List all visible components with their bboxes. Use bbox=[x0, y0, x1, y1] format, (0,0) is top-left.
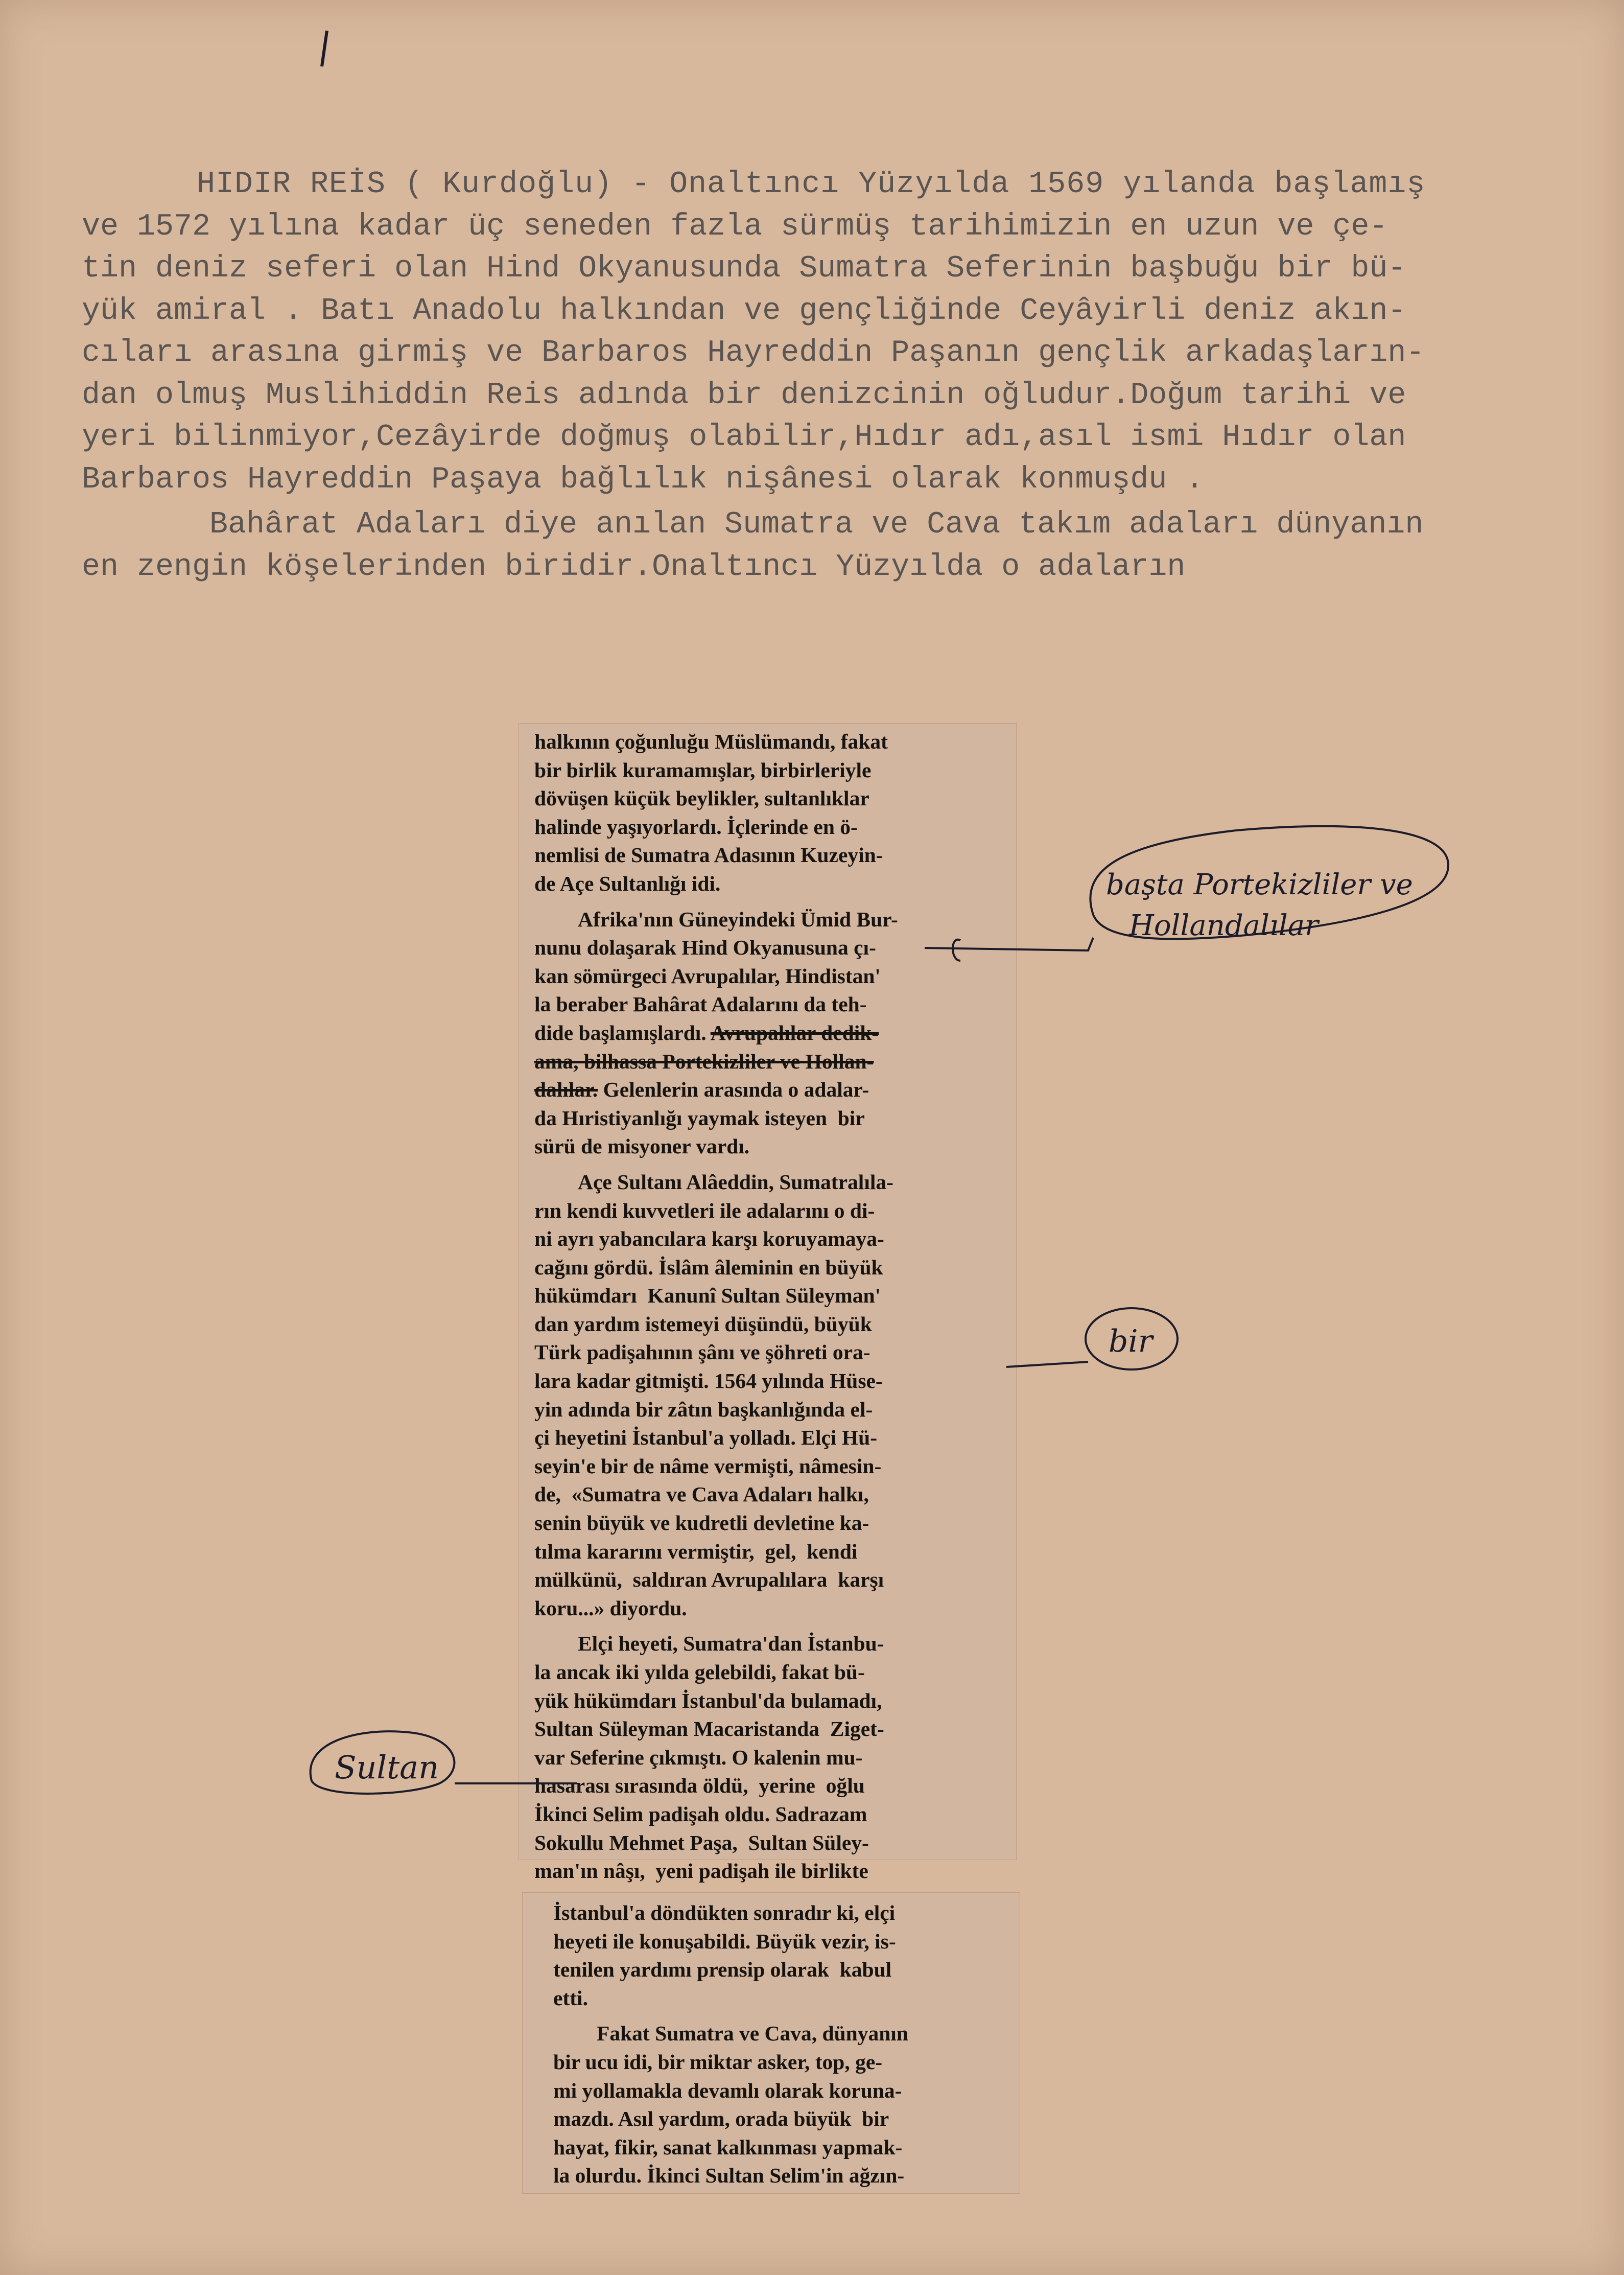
clipping-line: rın kendi kuvvetleri ile adalarını o di- bbox=[534, 1198, 875, 1222]
plain-text: dide başlamışlardı. bbox=[534, 1020, 711, 1044]
clipping-line: tenilen yardımı prensip olarak kabul bbox=[553, 1958, 892, 1982]
clipping-line: hükümdarı Kanunî Sultan Süleyman' bbox=[534, 1284, 881, 1308]
clipping-line: heyeti ile konuşabildi. Büyük vezir, is- bbox=[553, 1929, 896, 1953]
plain-text: Gelenlerin arasında o adalar- bbox=[598, 1078, 869, 1102]
clipping-line: yük hükümdarı İstanbul'da bulamadı, bbox=[534, 1688, 882, 1712]
typed-line: HIDIR REİS ( Kurdoğlu) - Onaltıncı Yüzyılda 1569 yılanda başlamış bbox=[197, 167, 1426, 202]
clipping-line: lara kadar gitmişti. 1564 yılında Hüse- bbox=[534, 1369, 883, 1393]
annotation-note-1-line-2: Hollandalılar bbox=[1129, 909, 1319, 942]
typed-line: cıları arasına girmiş ve Barbaros Hayreddin Paşanın gençlik arkadaşların- bbox=[82, 336, 1425, 370]
typed-line: tin deniz seferi olan Hind Okyanusunda Sumatra Seferinin başbuğu bir bü- bbox=[82, 251, 1406, 286]
clipping-line: la ancak iki yılda gelebildi, fakat bü- bbox=[534, 1660, 865, 1684]
clipping-line: koru...» diyordu. bbox=[534, 1596, 687, 1620]
clipping-line: var Seferine çıkmıştı. O kalenin mu- bbox=[534, 1745, 863, 1769]
annotation-leader-line bbox=[925, 938, 1093, 950]
clipping-line: dövüşen küçük beylikler, sultanlıklar bbox=[534, 786, 869, 810]
clipping-line: nemlisi de Sumatra Adasının Kuzeyin- bbox=[534, 843, 883, 867]
typed-line: yük amiral . Batı Anadolu halkından ve gençliğinde Ceyâyirli deniz akın- bbox=[82, 293, 1406, 329]
typed-line: en zengin köşelerinden biridir.Onaltıncı Yüzyılda o adaların bbox=[82, 549, 1186, 585]
clipping-line: yin adında bir zâtın başkanlığında el- bbox=[534, 1397, 873, 1421]
clipping-line: Sultan Süleyman Macaristanda Ziget- bbox=[534, 1717, 884, 1741]
clipping-line: da Hıristiyanlığı yaymak isteyen bir bbox=[534, 1106, 865, 1130]
clipping-line: Türk padişahının şânı ve şöhreti ora- bbox=[534, 1340, 870, 1364]
clipping-line: ni ayrı yabancılara karşı koruyamaya- bbox=[534, 1227, 884, 1251]
clipping-line: sürü de misyoner vardı. bbox=[534, 1134, 750, 1158]
clipping-line: mülkünü, saldıran Avrupalılara karşı bbox=[534, 1568, 884, 1592]
clipping-line: etti. bbox=[553, 1986, 588, 2010]
clipping-line: bir ucu idi, bir miktar asker, top, ge- bbox=[553, 2050, 883, 2074]
clipping-line: tılma kararını vermiştir, gel, kendi bbox=[534, 1539, 858, 1563]
clipping-line: mi yollamakla devamlı olarak koruna- bbox=[553, 2078, 902, 2102]
annotation-note-1-line-1: başta Portekizliler ve bbox=[1106, 868, 1413, 901]
clipping-line: İstanbul'a döndükten sonradır ki, elçi bbox=[553, 1901, 896, 1924]
clipping-line: halinde yaşıyorlardı. İçlerinde en ö- bbox=[534, 815, 858, 839]
typed-line: Barbaros Hayreddin Paşaya bağlılık nişânesi olarak konmuşdu . bbox=[82, 462, 1204, 497]
typed-line: dan olmuş Muslihiddin Reis adında bir denizcinin oğludur.Doğum tarihi ve bbox=[82, 378, 1406, 413]
clipping-line: de Açe Sultanlığı idi. bbox=[534, 871, 721, 895]
clipping-line: bir birlik kuramamışlar, birbirleriyle bbox=[534, 758, 872, 782]
clipping-line: çi heyetini İstanbul'a yolladı. Elçi Hü- bbox=[534, 1426, 878, 1450]
clipping-line: seyin'e bir de nâme vermişti, nâmesin- bbox=[534, 1454, 882, 1478]
clipping-line: halkının çoğunluğu Müslümandı, fakat bbox=[534, 730, 888, 753]
insert-caret-mark bbox=[953, 940, 960, 961]
clipping-line: mazdı. Asıl yardım, orada büyük bir bbox=[553, 2107, 889, 2131]
clipping-line: senin büyük ve kudretli devletine ka- bbox=[534, 1511, 869, 1535]
clipping-line: la olurdu. İkinci Sultan Selim'in ağzın- bbox=[553, 2164, 905, 2188]
clipping-line: Fakat Sumatra ve Cava, dünyanın bbox=[597, 2022, 908, 2046]
annotation-leader-line bbox=[1006, 1362, 1088, 1367]
clipping-line: dan yardım istemeyi düşündü, büyük bbox=[534, 1312, 872, 1336]
clipping-line: Elçi heyeti, Sumatra'dan İstanbu- bbox=[578, 1632, 884, 1656]
clipping-line: Açe Sultanı Alâeddin, Sumatralıla- bbox=[578, 1170, 893, 1194]
clipping-line: hasarası sırasında öldü, yerine oğlu bbox=[534, 1774, 865, 1798]
typed-line: Bahârat Adaları diye anılan Sumatra ve Cava takım adaları dünyanın bbox=[209, 507, 1424, 542]
clipping-line: İkinci Selim padişah oldu. Sadrazam bbox=[534, 1802, 867, 1826]
clipping-line: man'ın nâşı, yeni padişah ile birlikte bbox=[534, 1859, 868, 1883]
typed-line: yeri bilinmiyor,Cezâyirde doğmuş olabilir,Hıdır adı,asıl ismi Hıdır olan bbox=[82, 420, 1406, 455]
clipping-line: Sokullu Mehmet Paşa, Sultan Süley- bbox=[534, 1830, 869, 1854]
struck-text: ama, bilhassa Portekizliler ve Hollan- bbox=[534, 1049, 874, 1073]
clipping-line: kan sömürgeci Avrupalılar, Hindistan' bbox=[534, 964, 881, 988]
annotation-note-3: Sultan bbox=[335, 1749, 439, 1786]
clipping-line: hayat, fikir, sanat kalkınması yapmak- bbox=[553, 2135, 903, 2159]
clipping-line: la beraber Bahârat Adalarını da teh- bbox=[534, 992, 867, 1016]
typed-line: ve 1572 yılına kadar üç seneden fazla sürmüş tarihimizin en uzun ve çe- bbox=[82, 209, 1388, 244]
clipping-line: de, «Sumatra ve Cava Adaları halkı, bbox=[534, 1482, 869, 1506]
clipping-line: cağını gördü. İslâm âleminin en büyük bbox=[534, 1255, 883, 1279]
clipping-line: Afrika'nın Güneyindeki Ümid Bur- bbox=[578, 907, 898, 931]
handwritten-mark bbox=[322, 31, 327, 66]
struck-text: dalılar. bbox=[534, 1078, 598, 1102]
clipping-line: nunu dolaşarak Hind Okyanusuna çı- bbox=[534, 936, 876, 960]
struck-text: Avrupalılar dedik- bbox=[710, 1020, 879, 1044]
annotation-note-2: bir bbox=[1109, 1324, 1153, 1359]
